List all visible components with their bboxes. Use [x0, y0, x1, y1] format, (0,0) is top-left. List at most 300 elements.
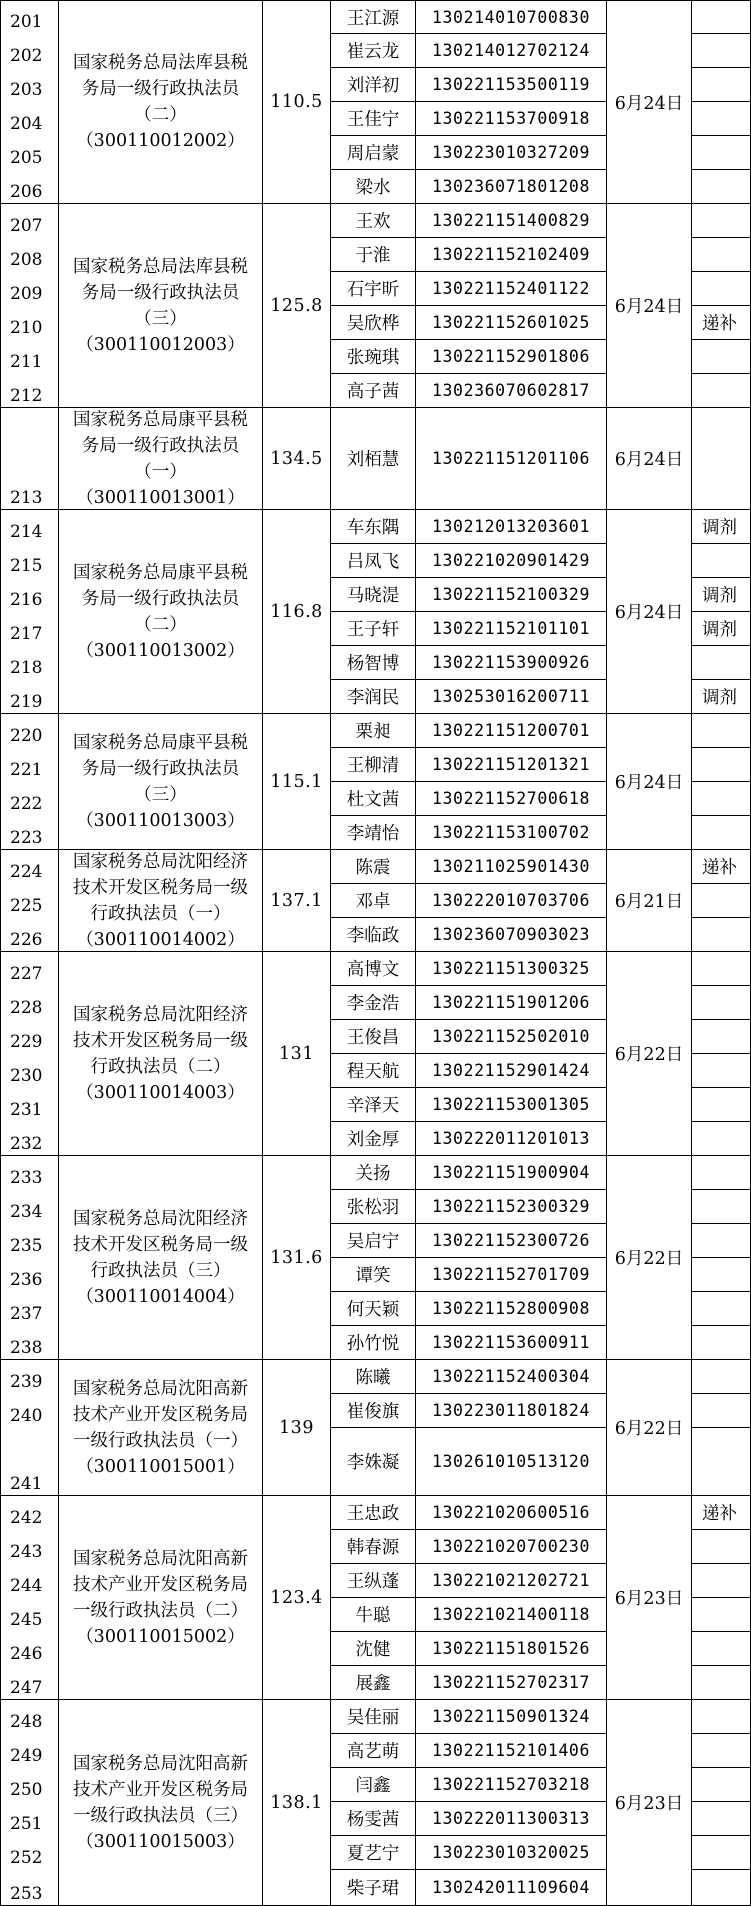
- ticket-number-text: 130253016200711: [431, 687, 590, 706]
- note-text: 调剂: [702, 518, 737, 538]
- ticket-number-text: 130221152502010: [431, 1027, 590, 1046]
- row-number: [0, 1258, 58, 1292]
- ticket-number: [416, 782, 607, 816]
- date-cell: [607, 952, 692, 1156]
- note-cell: [692, 1088, 751, 1122]
- ticket-number: [416, 1632, 607, 1666]
- row-number-text: 248: [10, 1712, 43, 1732]
- note-cell: [692, 34, 751, 68]
- candidate-name-text: 孙竹悦: [346, 1334, 400, 1354]
- candidate-name: [331, 884, 416, 918]
- ticket-number: [416, 1394, 607, 1428]
- note-cell: [692, 68, 751, 102]
- ticket-number-text: 130236070602817: [431, 381, 590, 400]
- candidate-name: [331, 612, 416, 646]
- ticket-number-text: 130221020700230: [431, 1537, 590, 1556]
- candidate-name-text: 王忠政: [346, 1504, 400, 1524]
- candidate-name-text: 高子茜: [346, 382, 400, 402]
- candidate-name: [331, 1326, 416, 1360]
- row-number-text: 218: [10, 658, 43, 678]
- candidate-name: [331, 1564, 416, 1598]
- note-cell: [692, 1292, 751, 1326]
- position-line: 技术产业开发区税务局: [73, 1574, 248, 1595]
- note-cell: [692, 782, 751, 816]
- ticket-number-text: 130221152101406: [431, 1741, 590, 1760]
- note-cell: [692, 238, 751, 272]
- position-line: 国家税务总局法库县税: [73, 256, 248, 277]
- date-cell: [607, 204, 692, 408]
- row-number-text: 234: [10, 1202, 43, 1222]
- ticket-number: [416, 1428, 607, 1496]
- note-cell: [692, 1530, 751, 1564]
- candidate-name-text: 张琬琪: [346, 348, 400, 368]
- candidate-name-text: 李金浩: [346, 994, 400, 1014]
- row-number-text: 210: [10, 318, 43, 338]
- candidate-name-text: 马晓湜: [346, 586, 400, 606]
- candidate-name: [331, 748, 416, 782]
- position-line: 国家税务总局沈阳高新: [73, 1378, 248, 1399]
- position-line: （300110013001）: [76, 487, 245, 508]
- candidate-name: [331, 1224, 416, 1258]
- interview-date: 6月22日: [614, 1249, 684, 1269]
- candidate-name: [331, 952, 416, 986]
- ticket-number-text: 130221021400118: [431, 1605, 590, 1624]
- candidate-name: [331, 1088, 416, 1122]
- row-number: [0, 646, 58, 680]
- row-number-text: 244: [10, 1576, 43, 1596]
- row-number-text: 236: [10, 1270, 43, 1290]
- candidate-name: [331, 136, 416, 170]
- score-value: 123.4: [270, 1587, 323, 1608]
- candidate-name: [331, 408, 416, 510]
- ticket-number: [416, 374, 607, 408]
- date-cell: [607, 1156, 692, 1360]
- ticket-number: [416, 1768, 607, 1802]
- candidate-name-text: 夏艺宁: [346, 1844, 400, 1864]
- candidate-name: [331, 850, 416, 884]
- score-value: 138.1: [270, 1792, 323, 1813]
- position-line: 国家税务总局沈阳高新: [73, 1548, 248, 1569]
- ticket-number: [416, 1020, 607, 1054]
- ticket-number: [416, 1190, 607, 1224]
- candidate-name: [331, 102, 416, 136]
- row-number: [0, 714, 58, 748]
- candidate-name: [331, 34, 416, 68]
- ticket-number-text: 130223011801824: [431, 1401, 590, 1420]
- candidate-name: [331, 544, 416, 578]
- note-text: 递补: [702, 858, 737, 878]
- row-number-text: 253: [10, 1884, 43, 1904]
- position-line: 技术开发区税务局一级: [73, 1234, 248, 1255]
- position-line: 务局一级行政执法员: [81, 79, 240, 99]
- row-number-text: 241: [10, 1474, 43, 1494]
- candidate-name-text: 王江源: [346, 8, 400, 29]
- note-cell: [692, 1326, 751, 1360]
- ticket-number: [416, 170, 607, 204]
- ticket-number-text: 130221151801526: [431, 1639, 590, 1658]
- ticket-number: [416, 986, 607, 1020]
- candidate-name-text: 李润民: [346, 688, 400, 708]
- interview-date: 6月23日: [614, 1794, 684, 1814]
- date-cell: [607, 0, 692, 204]
- candidate-name-text: 陈震: [355, 858, 391, 878]
- score-value: 134.5: [270, 448, 323, 469]
- candidate-name-text: 吕凤飞: [346, 552, 400, 572]
- note-cell: [692, 714, 751, 748]
- ticket-number: [416, 680, 607, 714]
- ticket-number: [416, 714, 607, 748]
- position-cell: [58, 1496, 263, 1700]
- note-cell: [692, 1020, 751, 1054]
- ticket-number: [416, 1292, 607, 1326]
- row-number: [0, 1054, 58, 1088]
- ticket-number-text: 130221152703218: [431, 1775, 590, 1794]
- interview-date: 6月24日: [614, 603, 684, 623]
- ticket-number-text: 130221152100329: [431, 585, 590, 604]
- row-number-text: 209: [10, 284, 43, 304]
- ticket-number: [416, 1870, 607, 1906]
- row-number: [0, 1394, 58, 1428]
- ticket-number: [416, 952, 607, 986]
- candidate-name-text: 王子轩: [346, 620, 400, 640]
- candidate-name: [331, 1292, 416, 1326]
- interview-date: 6月24日: [614, 297, 684, 317]
- row-number: [0, 884, 58, 918]
- row-number-text: 249: [10, 1746, 43, 1766]
- ticket-number-text: 130221151300325: [431, 959, 590, 978]
- row-number: [0, 1326, 58, 1360]
- candidate-name-text: 高艺萌: [346, 1742, 400, 1762]
- candidate-name-text: 刘金厚: [346, 1130, 400, 1150]
- candidate-name-text: 杜文茜: [346, 790, 400, 810]
- candidate-name: [331, 1360, 416, 1394]
- candidate-name: [331, 238, 416, 272]
- note-cell: [692, 306, 751, 340]
- row-number: [0, 612, 58, 646]
- candidate-name-text: 于淮: [355, 246, 391, 266]
- ticket-number: [416, 1156, 607, 1190]
- row-number: [0, 1530, 58, 1564]
- row-number-text: 226: [10, 930, 43, 950]
- candidate-name: [331, 782, 416, 816]
- row-number: [0, 986, 58, 1020]
- interview-date: 6月23日: [614, 1589, 684, 1609]
- row-number-text: 205: [10, 148, 43, 168]
- row-number: [0, 1020, 58, 1054]
- position-cell: [58, 1156, 263, 1360]
- ticket-number-text: 130236071801208: [431, 177, 590, 196]
- candidate-name-text: 梁水: [355, 178, 391, 198]
- ticket-number-text: 130236070903023: [431, 925, 590, 944]
- ticket-number-text: 130221152101101: [431, 619, 590, 638]
- row-number: [0, 850, 58, 884]
- candidate-name: [331, 68, 416, 102]
- ticket-number-text: 130221152800908: [431, 1299, 590, 1318]
- candidate-name-text: 吴欣桦: [346, 314, 400, 334]
- note-cell: [692, 1360, 751, 1394]
- note-text: 调剂: [702, 586, 737, 606]
- row-number: [0, 1768, 58, 1802]
- position-line: （一）: [134, 461, 187, 482]
- ticket-number: [416, 612, 607, 646]
- position-line: 技术产业开发区税务局: [73, 1404, 248, 1425]
- row-number: [0, 136, 58, 170]
- candidate-name-text: 闫鑫: [355, 1776, 391, 1796]
- position-line: 国家税务总局康平县税: [73, 562, 248, 583]
- position-line: 技术产业开发区税务局: [73, 1779, 248, 1800]
- row-number: [0, 170, 58, 204]
- ticket-number: [416, 748, 607, 782]
- ticket-number: [416, 884, 607, 918]
- score-cell: [263, 204, 331, 408]
- score-value: 137.1: [270, 890, 323, 911]
- row-number-text: 238: [10, 1338, 43, 1358]
- ticket-number-text: 130221020600516: [431, 1503, 590, 1522]
- date-cell: [607, 1496, 692, 1700]
- row-number-text: 223: [10, 828, 43, 848]
- row-number: [0, 1870, 58, 1906]
- position-line: 务局一级行政执法员: [81, 758, 240, 779]
- candidate-name-text: 牛聪: [355, 1606, 391, 1626]
- score-cell: [263, 714, 331, 850]
- position-line: 行政执法员（一）: [90, 903, 231, 924]
- position-line: （300110015003）: [76, 1831, 245, 1852]
- ticket-number-text: 130221151900904: [431, 1163, 590, 1182]
- position-cell: [58, 204, 263, 408]
- candidate-name-text: 辛泽天: [346, 1096, 400, 1116]
- candidate-name: [331, 1598, 416, 1632]
- ticket-number: [416, 34, 607, 68]
- ticket-number: [416, 1598, 607, 1632]
- candidate-name: [331, 578, 416, 612]
- ticket-number: [416, 238, 607, 272]
- ticket-number-text: 130222011300313: [431, 1809, 590, 1828]
- position-line: 国家税务总局沈阳经济: [73, 1208, 248, 1229]
- candidate-name-text: 关扬: [355, 1164, 391, 1184]
- position-line: 行政执法员（三）: [90, 1260, 231, 1281]
- score-value: 115.1: [270, 771, 323, 792]
- interview-date: 6月24日: [614, 93, 684, 114]
- row-number: [0, 1190, 58, 1224]
- position-cell: [58, 1360, 263, 1496]
- ticket-number: [416, 850, 607, 884]
- date-cell: [607, 510, 692, 714]
- candidate-name-text: 柴子珺: [346, 1879, 400, 1899]
- score-cell: [263, 850, 331, 952]
- position-cell: [58, 408, 263, 510]
- note-cell: [692, 544, 751, 578]
- row-number: [0, 510, 58, 544]
- note-cell: [692, 374, 751, 408]
- score-cell: [263, 0, 331, 204]
- note-cell: [692, 0, 751, 34]
- candidate-name-text: 栗昶: [355, 722, 391, 742]
- ticket-number-text: 130221021202721: [431, 1571, 590, 1590]
- interview-date: 6月21日: [614, 892, 684, 912]
- row-number-text: 243: [10, 1542, 43, 1562]
- date-cell: [607, 408, 692, 510]
- position-line: 国家税务总局沈阳经济: [73, 1004, 248, 1025]
- row-number: [0, 918, 58, 952]
- ticket-number: [416, 1700, 607, 1734]
- candidate-name-text: 张松羽: [346, 1198, 400, 1218]
- ticket-number-text: 130221152601025: [431, 313, 590, 332]
- score-value: 125.8: [270, 295, 323, 316]
- note-cell: [692, 340, 751, 374]
- candidate-name: [331, 374, 416, 408]
- row-number: [0, 1836, 58, 1870]
- position-line: （二）: [134, 105, 187, 125]
- candidate-name-text: 展鑫: [355, 1674, 391, 1694]
- ticket-number-text: 130221020901429: [431, 551, 590, 570]
- position-line: 务局一级行政执法员: [81, 282, 240, 303]
- candidate-name: [331, 1666, 416, 1700]
- note-cell: [692, 510, 751, 544]
- note-cell: [692, 850, 751, 884]
- note-cell: [692, 1428, 751, 1496]
- position-line: 国家税务总局沈阳高新: [73, 1753, 248, 1774]
- ticket-number: [416, 1054, 607, 1088]
- candidate-name-text: 王佳宁: [346, 110, 400, 130]
- ticket-number-text: 130221152300329: [431, 1197, 590, 1216]
- row-number-text: 227: [10, 964, 43, 984]
- candidate-name-text: 韩春源: [346, 1538, 400, 1558]
- row-number-text: 230: [10, 1066, 43, 1086]
- ticket-number-text: 130221152400304: [431, 1367, 590, 1386]
- score-cell: [263, 1156, 331, 1360]
- ticket-number: [416, 918, 607, 952]
- row-number-text: 201: [10, 12, 43, 32]
- position-cell: [58, 850, 263, 952]
- ticket-number-text: 130221153900926: [431, 653, 590, 672]
- row-number-text: 252: [10, 1848, 43, 1868]
- row-number-text: 239: [10, 1372, 43, 1392]
- candidate-name: [331, 1700, 416, 1734]
- note-cell: [692, 1190, 751, 1224]
- note-cell: [692, 952, 751, 986]
- position-line: 国家税务总局康平县税: [73, 732, 248, 753]
- score-cell: [263, 952, 331, 1156]
- row-number-text: 213: [10, 488, 43, 508]
- position-cell: [58, 510, 263, 714]
- candidate-name: [331, 1768, 416, 1802]
- ticket-number: [416, 544, 607, 578]
- candidate-name-text: 崔云龙: [346, 42, 400, 62]
- row-number: [0, 1700, 58, 1734]
- row-number-text: 231: [10, 1100, 43, 1120]
- ticket-number: [416, 1360, 607, 1394]
- candidate-name: [331, 510, 416, 544]
- row-number: [0, 34, 58, 68]
- ticket-number: [416, 136, 607, 170]
- ticket-number: [416, 1564, 607, 1598]
- ticket-number-text: 130221151201321: [431, 755, 590, 774]
- ticket-number: [416, 272, 607, 306]
- date-cell: [607, 714, 692, 850]
- position-cell: [58, 0, 263, 204]
- ticket-number-text: 130221153100702: [431, 823, 590, 842]
- ticket-number-text: 130223010327209: [431, 143, 590, 162]
- ticket-number: [416, 204, 607, 238]
- row-number-text: 206: [10, 182, 43, 202]
- note-cell: [692, 816, 751, 850]
- note-text: 递补: [702, 1504, 737, 1524]
- score-cell: [263, 1360, 331, 1496]
- note-text: 递补: [702, 314, 737, 334]
- row-number: [0, 102, 58, 136]
- ticket-number-text: 130221152701709: [431, 1265, 590, 1284]
- date-cell: [607, 850, 692, 952]
- row-number-text: 207: [10, 216, 43, 236]
- note-cell: [692, 1054, 751, 1088]
- row-number: [0, 340, 58, 374]
- note-cell: [692, 1870, 751, 1906]
- note-cell: [692, 1394, 751, 1428]
- position-line: （300110014004）: [76, 1286, 245, 1307]
- candidate-name-text: 吴启宁: [346, 1232, 400, 1252]
- row-number: [0, 1122, 58, 1156]
- ticket-number: [416, 68, 607, 102]
- row-number-text: 208: [10, 250, 43, 270]
- position-line: （300110013003）: [76, 810, 245, 831]
- note-cell: [692, 1734, 751, 1768]
- ticket-number-text: 130221152702317: [431, 1673, 590, 1692]
- candidate-name-text: 王柳清: [346, 756, 400, 776]
- candidate-name: [331, 306, 416, 340]
- position-line: （300110015001）: [76, 1456, 245, 1477]
- position-line: 国家税务总局沈阳经济: [73, 851, 248, 872]
- score-value: 131.6: [270, 1247, 323, 1268]
- ticket-number: [416, 510, 607, 544]
- ticket-number-text: 130221151901206: [431, 993, 590, 1012]
- date-cell: [607, 1360, 692, 1496]
- candidate-name-text: 何天颖: [346, 1300, 400, 1320]
- candidate-name: [331, 1394, 416, 1428]
- ticket-number-text: 130221151201106: [431, 449, 590, 468]
- candidate-name: [331, 1428, 416, 1496]
- note-cell: [692, 748, 751, 782]
- candidate-name: [331, 1054, 416, 1088]
- row-number: [0, 306, 58, 340]
- position-line: （二）: [134, 614, 187, 635]
- row-number: [0, 1360, 58, 1394]
- candidate-name-text: 崔俊旗: [346, 1402, 400, 1422]
- position-line: （300110013002）: [76, 640, 245, 661]
- candidate-name: [331, 1156, 416, 1190]
- candidate-name: [331, 1190, 416, 1224]
- note-cell: [692, 1768, 751, 1802]
- row-number: [0, 204, 58, 238]
- candidate-name: [331, 204, 416, 238]
- candidate-name-text: 王俊昌: [346, 1028, 400, 1048]
- candidate-name: [331, 1734, 416, 1768]
- candidate-name-text: 王欢: [355, 212, 391, 232]
- row-number: [0, 1088, 58, 1122]
- ticket-number-text: 130221152102409: [431, 245, 590, 264]
- ticket-number: [416, 816, 607, 850]
- note-cell: [692, 136, 751, 170]
- interview-date: 6月24日: [614, 450, 684, 470]
- position-line: 技术开发区税务局一级: [73, 877, 248, 898]
- row-number-text: 225: [10, 896, 43, 916]
- ticket-number-text: 130221150901324: [431, 1707, 590, 1726]
- row-number-text: 247: [10, 1678, 43, 1698]
- ticket-number: [416, 1326, 607, 1360]
- score-cell: [263, 1700, 331, 1906]
- candidate-name-text: 杨雯茜: [346, 1810, 400, 1830]
- ticket-number-text: 130214012702124: [431, 41, 590, 60]
- row-number-text: 217: [10, 624, 43, 644]
